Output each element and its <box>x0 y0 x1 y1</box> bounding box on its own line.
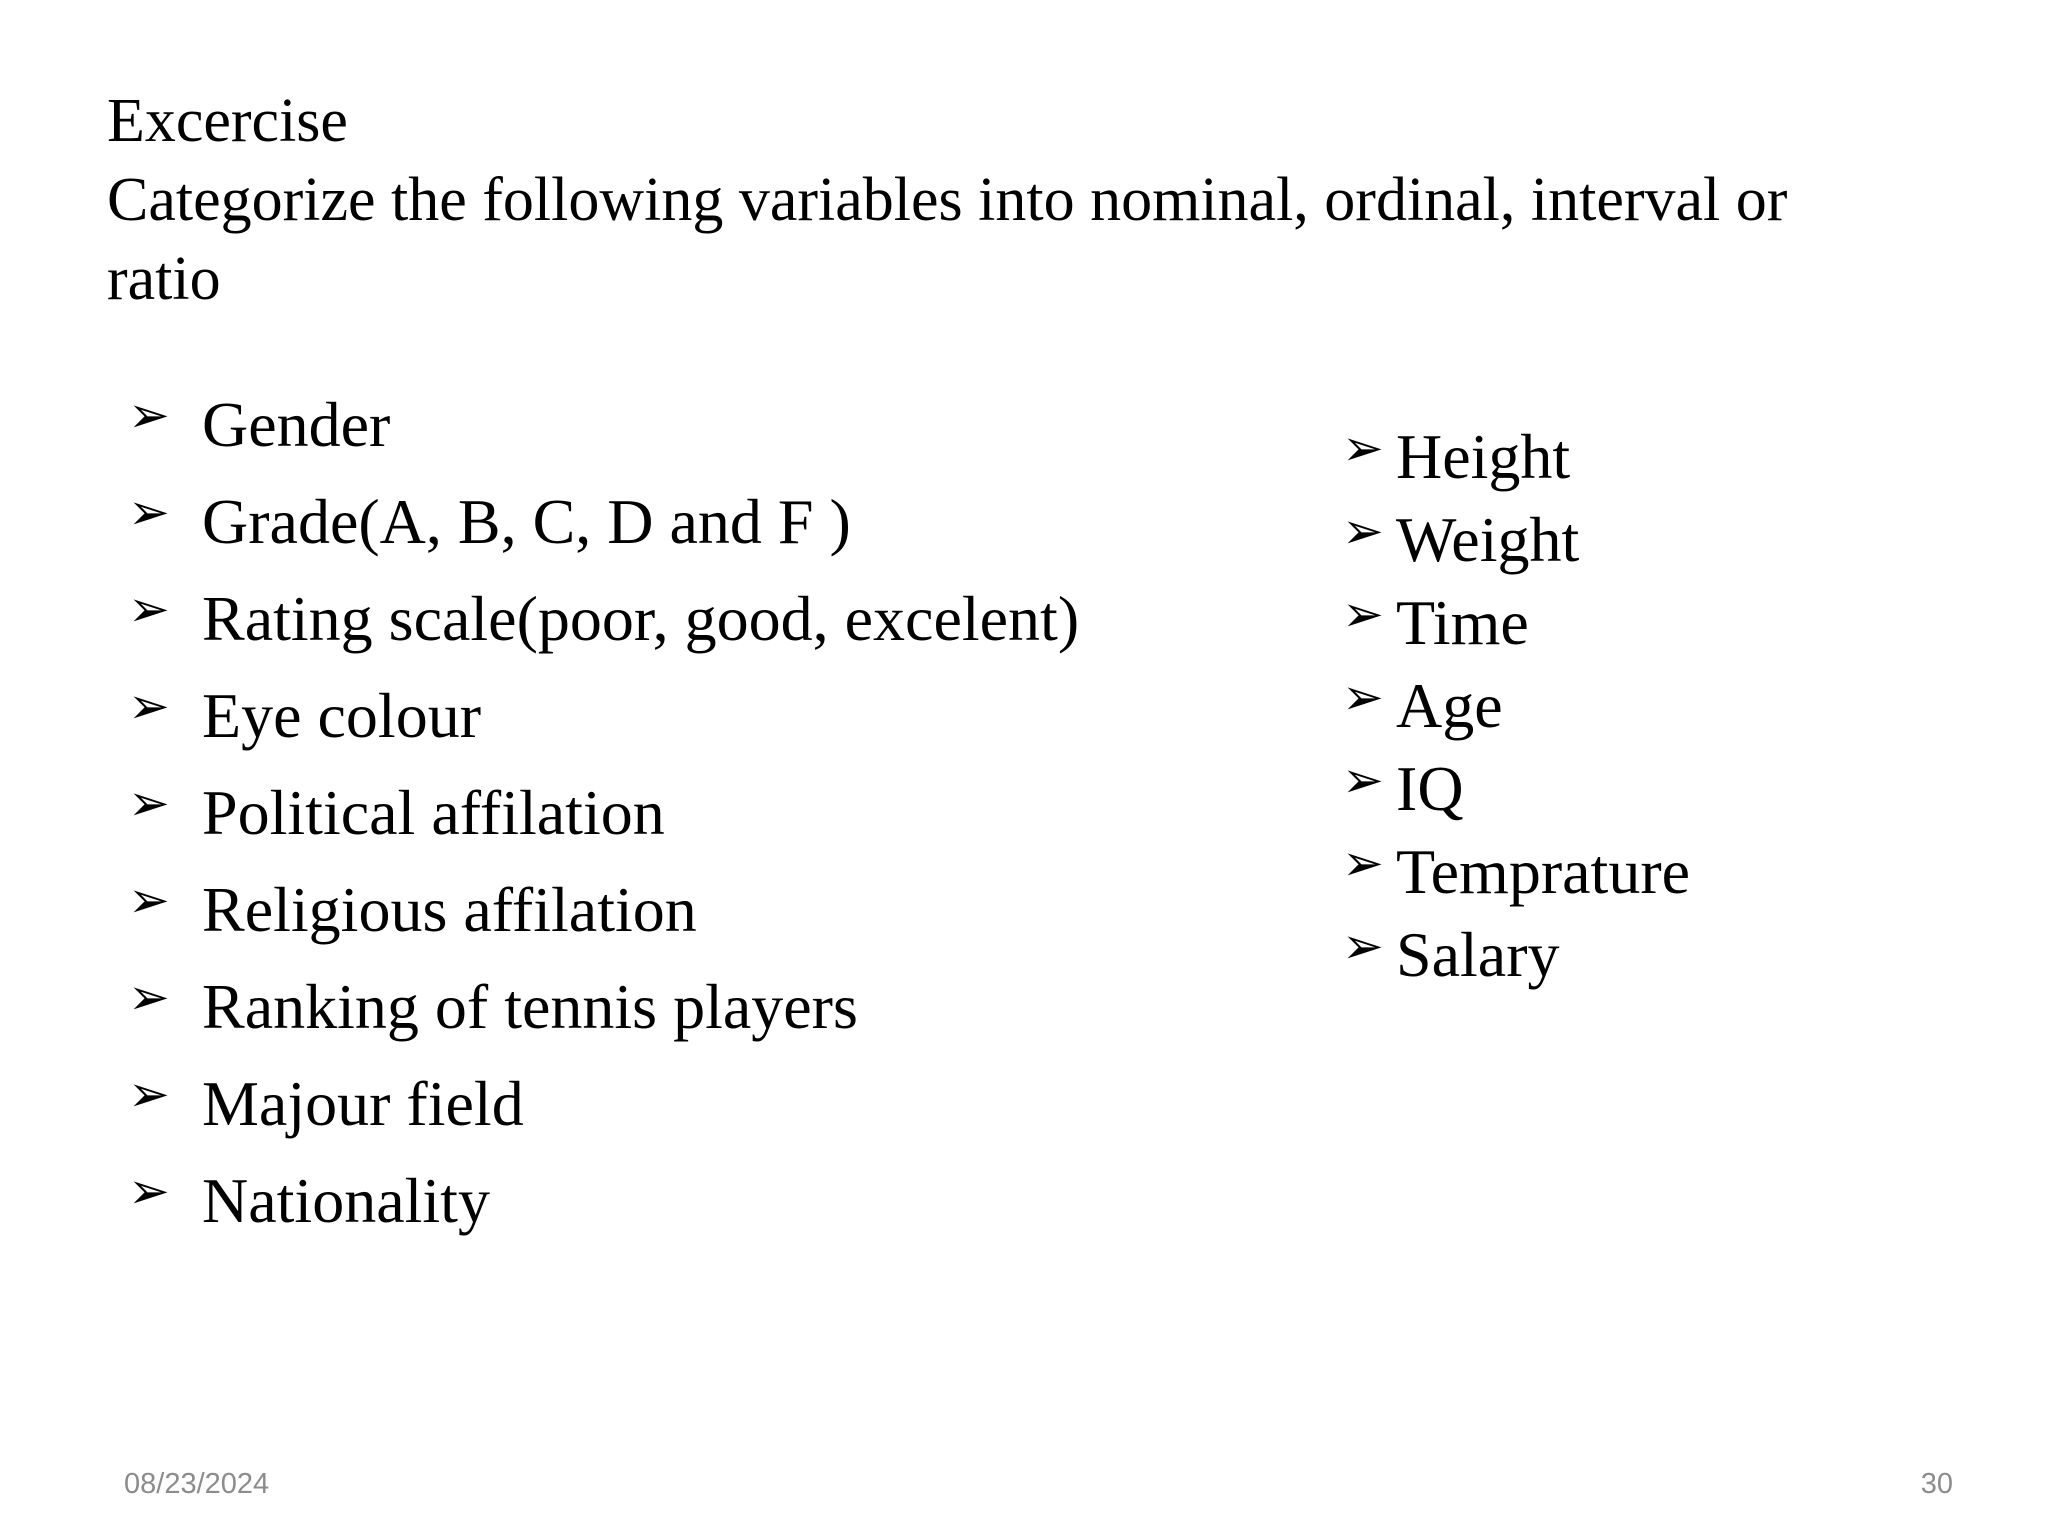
list-item <box>128 376 1079 473</box>
list-item <box>128 570 1079 667</box>
list-item <box>128 861 1079 958</box>
list-item-label: IQ <box>1396 753 1464 824</box>
list-item-label: Time <box>1396 587 1529 658</box>
list-item <box>128 473 1079 570</box>
arrow-bullet-icon: ➢ <box>1342 585 1384 643</box>
list-item <box>1342 830 1690 913</box>
list-item <box>128 1055 1079 1152</box>
arrow-bullet-icon: ➢ <box>128 580 170 638</box>
arrow-bullet-icon: ➢ <box>1342 419 1384 477</box>
list-item-label: Temprature <box>1396 836 1691 907</box>
arrow-bullet-icon: ➢ <box>128 677 170 735</box>
left-variable-list <box>128 376 1079 1249</box>
title-instruction-line-1: Categorize the following variables into nominal, ordinal, interval or <box>107 166 1788 234</box>
arrow-bullet-icon: ➢ <box>128 1162 170 1220</box>
arrow-bullet-icon: ➢ <box>128 386 170 444</box>
list-item-label: Grade(A, B, C, D and F ) <box>202 486 851 557</box>
arrow-bullet-icon: ➢ <box>1342 834 1384 892</box>
list-item <box>1342 913 1690 996</box>
arrow-bullet-icon: ➢ <box>128 1065 170 1123</box>
arrow-bullet-icon: ➢ <box>128 968 170 1026</box>
list-item-label: Nationality <box>202 1165 490 1236</box>
slide-number: 30 <box>1920 1468 1953 1500</box>
title-heading: Excercise <box>107 87 348 155</box>
list-item-label: Age <box>1396 670 1503 741</box>
list-item-label: Rating scale(poor, good, excelent) <box>202 583 1080 654</box>
footer-date: 08/23/2024 <box>124 1468 270 1500</box>
slide-title <box>107 82 1947 319</box>
arrow-bullet-icon: ➢ <box>1342 917 1384 975</box>
list-item <box>1342 498 1690 581</box>
list-item-label: Height <box>1396 421 1571 492</box>
list-item-label: Eye colour <box>202 680 481 751</box>
list-item-label: Majour field <box>202 1068 524 1139</box>
arrow-bullet-icon: ➢ <box>1342 502 1384 560</box>
list-item <box>128 667 1079 764</box>
list-item <box>128 1152 1079 1249</box>
list-item <box>128 958 1079 1055</box>
list-item <box>1342 581 1690 664</box>
arrow-bullet-icon: ➢ <box>128 774 170 832</box>
list-item <box>1342 664 1690 747</box>
list-item-label: Weight <box>1396 504 1580 575</box>
title-instruction-line-2: ratio <box>107 245 221 313</box>
arrow-bullet-icon: ➢ <box>128 871 170 929</box>
list-item-label: Religious affilation <box>202 874 697 945</box>
list-item-label: Political affilation <box>202 777 665 848</box>
list-item-label: Salary <box>1396 919 1560 990</box>
list-item-label: Ranking of tennis players <box>202 971 858 1042</box>
right-variable-list <box>1342 415 1690 996</box>
list-item <box>128 764 1079 861</box>
list-item-label: Gender <box>202 389 391 460</box>
arrow-bullet-icon: ➢ <box>1342 751 1384 809</box>
arrow-bullet-icon: ➢ <box>1342 668 1384 726</box>
arrow-bullet-icon: ➢ <box>128 483 170 541</box>
list-item <box>1342 747 1690 830</box>
list-item <box>1342 415 1690 498</box>
